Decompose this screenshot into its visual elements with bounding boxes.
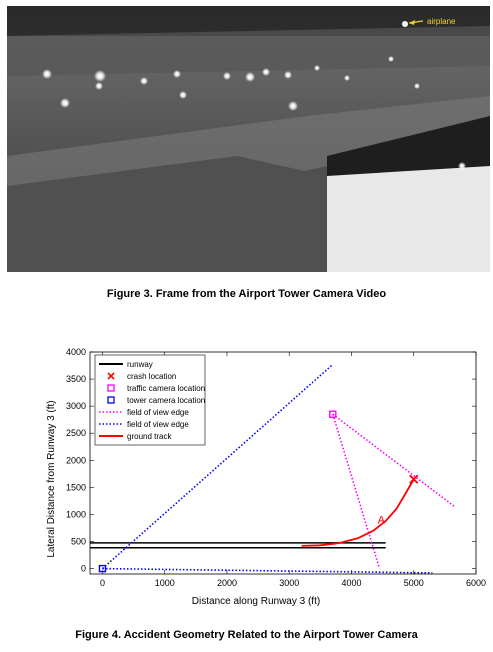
legend-entry: ground track xyxy=(127,432,172,441)
x-tick-label: 4000 xyxy=(341,578,362,588)
legend-entry: traffic camera location xyxy=(127,384,206,393)
x-tick-label: 0 xyxy=(99,578,105,588)
legend-entry: runway xyxy=(127,360,153,369)
x-tick-label: 2000 xyxy=(216,578,237,588)
y-tick-label: 2000 xyxy=(65,455,86,466)
x-axis-label: Distance along Runway 3 (ft) xyxy=(191,596,321,607)
y-tick-label: 500 xyxy=(70,536,86,547)
y-tick-label: 3500 xyxy=(65,374,86,385)
y-tick-label: 4000 xyxy=(65,347,86,357)
airplane-light xyxy=(402,21,408,27)
legend-entry: field of view edge xyxy=(127,408,189,417)
ground-track-point-label: A xyxy=(377,514,385,527)
x-tick-label: 1000 xyxy=(154,578,175,588)
lit-building-wall xyxy=(327,166,490,272)
figure-4-caption: Figure 4. Accident Geometry Related to the Airport Tower Camera xyxy=(75,629,418,641)
airport-tower-camera-frame xyxy=(7,6,490,272)
y-tick-label: 0 xyxy=(80,563,86,574)
y-tick-label: 3000 xyxy=(65,401,86,412)
y-tick-label: 1000 xyxy=(65,509,86,520)
y-axis-label: Lateral Distance from Runway 3 (ft) xyxy=(46,400,57,558)
legend-entry: field of view edge xyxy=(127,420,189,429)
figure-3-caption: Figure 3. Frame from the Airport Tower Camera Video xyxy=(106,288,387,300)
y-tick-label: 1500 xyxy=(65,482,86,493)
airplane-annotation: airplane xyxy=(427,17,456,26)
chart-legend xyxy=(95,355,205,445)
x-tick-label: 6000 xyxy=(465,578,487,588)
y-tick-label: 2500 xyxy=(65,428,86,439)
legend-entry: tower camera location xyxy=(127,396,206,405)
x-tick-label: 3000 xyxy=(279,578,300,588)
legend-entry: crash location xyxy=(127,372,177,381)
x-tick-label: 5000 xyxy=(403,578,424,588)
accident-geometry-chart xyxy=(40,340,490,610)
